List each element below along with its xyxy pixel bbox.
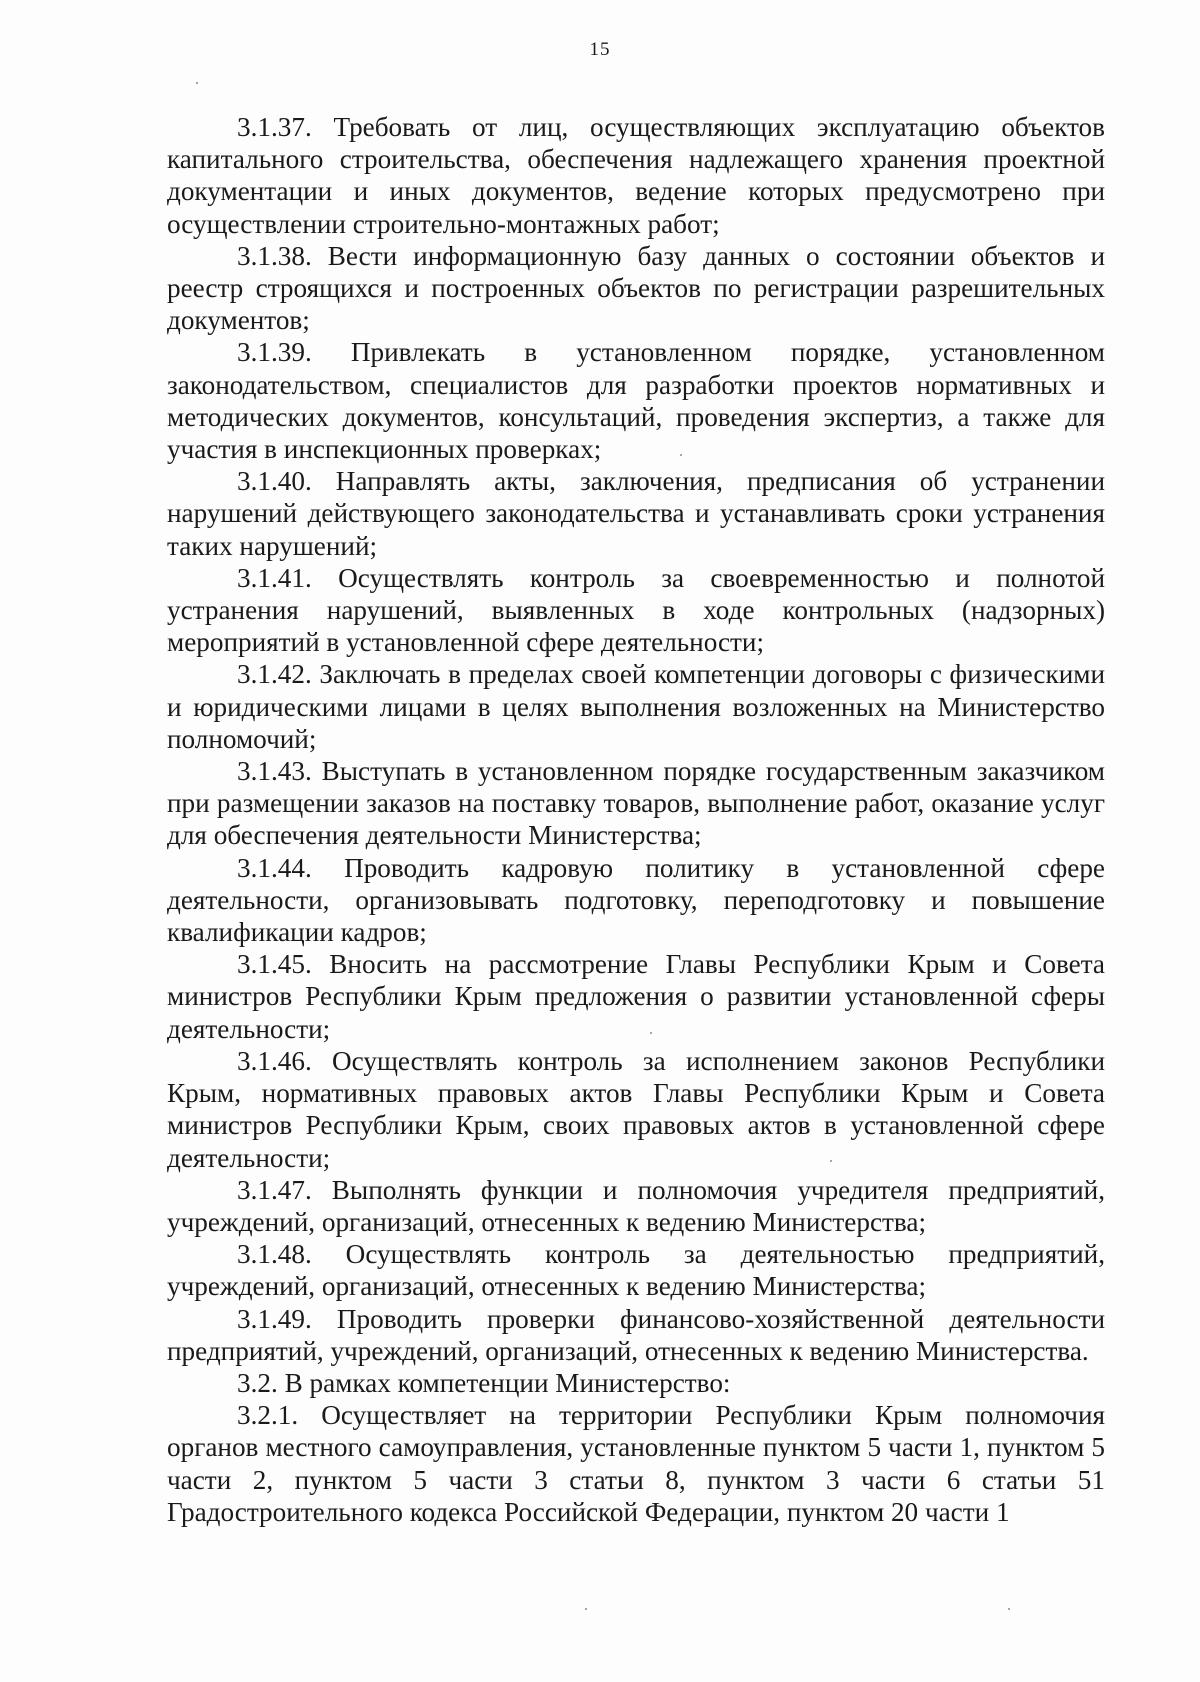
paragraph-3-1-37: 3.1.37. Требовать от лиц, осуществляющих эксплуатацию объектов капитального строительства, обеспечения надлежащего хранения проектной документации и иных документов, ведение которых предусмотрено при осуществлении строительно-монтажных работ;	[167, 112, 1105, 239]
paragraph-3-1-45: 3.1.45. Вносить на рассмотрение Главы Республики Крым и Совета министров Республики Крым предложения о развитии установленной сферы деятельности;	[167, 949, 1105, 1044]
paragraph-3-1-38: 3.1.38. Вести информационную базу данных о состоянии объектов и реестр строящихся и построенных объектов по регистрации разрешительных документов;	[167, 240, 1105, 336]
scan-speck	[196, 82, 198, 84]
paragraph-3-1-44: 3.1.44. Проводить кадровую политику в установленной сфере деятельности, организовывать подготовку, переподготовку и повышение квалификации кадров;	[167, 852, 1105, 948]
document-body	[167, 111, 1105, 1528]
paragraph-3-1-49: 3.1.49. Проводить проверки финансово-хозяйственной деятельности предприятий, учреждений, организаций, отнесенных к ведению Министерства.	[167, 1303, 1105, 1366]
paragraph-3-1-47: 3.1.47. Выполнять функции и полномочия учредителя предприятий, учреждений, организаций, отнесенных к ведению Министерства;	[167, 1174, 1105, 1237]
page-number: 15	[589, 39, 611, 60]
paragraph-3-1-42: 3.1.42. Заключать в пределах своей компетенции договоры с физическими и юридическими лицами в целях выполнения возложенных на Министерство полномочий;	[167, 659, 1105, 754]
scan-speck	[830, 1160, 832, 1162]
scan-speck	[585, 1608, 587, 1610]
scan-speck	[1008, 1608, 1010, 1610]
scan-speck	[680, 454, 682, 456]
paragraph-3-1-39: 3.1.39. Привлекать в установленном порядке, установленном законодательством, специалистов для разработки проектов нормативных и методических документов, консультаций, проведения экспертиз, а также для участия в инспекционных проверках;	[167, 337, 1105, 465]
paragraph-3-1-40: 3.1.40. Направлять акты, заключения, предписания об устранении нарушений действующего законодательства и устанавливать сроки устранения таких нарушений;	[167, 466, 1105, 561]
paragraph-3-2: 3.2. В рамках компетенции Министерство:	[237, 1367, 731, 1398]
paragraph-3-1-48: 3.1.48. Осуществлять контроль за деятельностью предприятий, учреждений, организаций, отнесенных к ведению Министерства;	[167, 1239, 1105, 1302]
scan-speck	[650, 1032, 652, 1034]
paragraph-3-1-46: 3.1.46. Осуществлять контроль за исполнением законов Республики Крым, нормативных правовых актов Главы Республики Крым и Совета министров Республики Крым, своих правовых актов в установленной сфере деятельности;	[167, 1045, 1105, 1173]
paragraph-3-1-41: 3.1.41. Осуществлять контроль за своевременностью и полнотой устранения нарушений, выявленных в ходе контрольных (надзорных) мероприятий в установленной сфере деятельности;	[167, 562, 1105, 658]
paragraph-3-2-1: 3.2.1. Осуществляет на территории Республики Крым полномочия органов местного самоуправления, установленные пунктом 5 части 1, пунктом 5 части 2, пунктом 5 части 3 статьи 8, пунктом 3 части 6 статьи 51 Градостроительного кодекса Российской Федерации, пунктом 20 части 1	[167, 1400, 1105, 1527]
paragraph-3-1-43: 3.1.43. Выступать в установленном порядке государственным заказчиком при размещении заказов на поставку товаров, выполнение работ, оказание услуг для обеспечения деятельности Министерства;	[167, 756, 1105, 851]
